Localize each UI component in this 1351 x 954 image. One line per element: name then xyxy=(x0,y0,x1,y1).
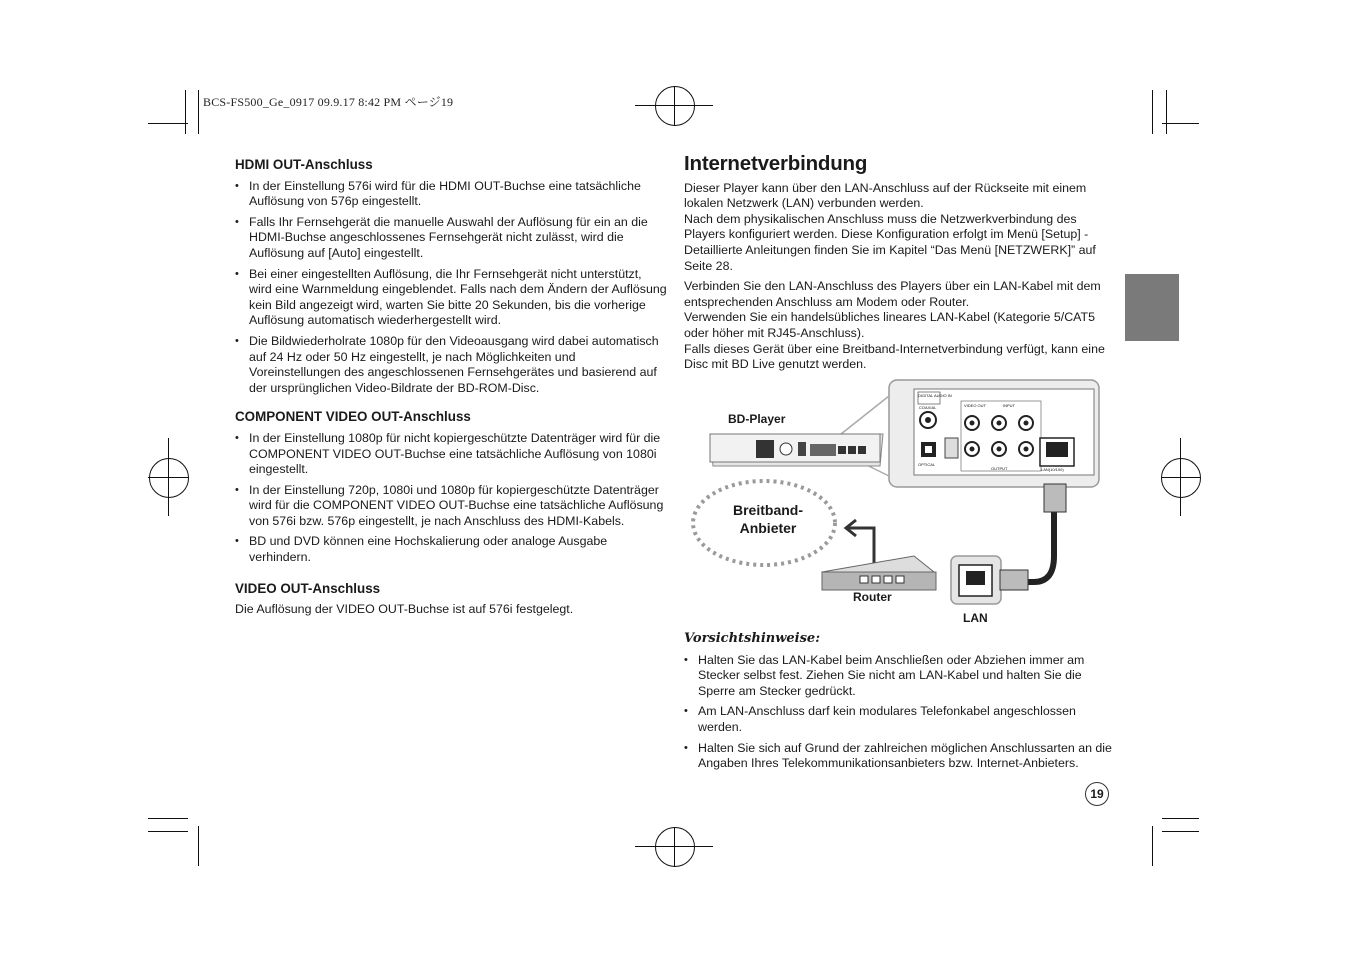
bd-player-illustration xyxy=(710,434,883,466)
provider-label-line: Anbieter xyxy=(739,520,797,536)
paragraph: Die Auflösung der VIDEO OUT-Buchse ist auf 576i festgelegt. xyxy=(235,602,574,617)
bullet-list xyxy=(235,179,667,397)
paragraph: Verwenden Sie ein handelsübliches lineares LAN-Kabel (Kategorie 5/CAT5 oder höher mit RJ45-Anschluss). xyxy=(684,310,1095,340)
bd-player-label: BD-Player xyxy=(728,412,786,426)
section-tab xyxy=(1125,274,1179,341)
panel-label: COAXIAL xyxy=(919,405,937,410)
section-heading: COMPONENT VIDEO OUT-Anschluss xyxy=(235,409,471,425)
paragraph: Falls dieses Gerät über eine Breitband-Internetverbindung verfügt, kann eine Disc mit BD Live genutzt werden. xyxy=(684,341,1105,372)
caution-title: Vorsichtshinweise: xyxy=(684,631,820,646)
list-item: • In der Einstellung 720p, 1080i und 1080p für kopiergeschützte Datenträger wird für die COMPONENT VIDEO OUT-Buchse eine tatsächliche Auflösung von 576i bzw. 576p eingestellt, je nach Anschluss des HDMI-Kabels. xyxy=(235,483,667,530)
panel-label: LAN(10/100) xyxy=(1041,467,1064,472)
panel-label: INPUT xyxy=(1003,403,1015,408)
list-item: • Bei einer eingestellten Auflösung, die Ihr Fernsehgerät nicht unterstützt, wird eine Warnmeldung eingeblendet. Falls nach dem Ändern der Auflösung kein Bild angezeigt wird, warten Sie bitte 20 Sekunden, bis die vorherige Auflösung automatisch wiederhergestellt wird. xyxy=(235,267,667,329)
print-info: BCS-FS500_Ge_0917 09.9.17 8:42 PM ページ19 xyxy=(203,95,454,109)
list-item: • In der Einstellung 1080p für nicht kopiergeschützte Datenträger wird für die COMPONENT VIDEO OUT-Buchse eine tatsächliche Auflösung von 1080i eingestellt. xyxy=(235,431,667,478)
panel-label: VIDEO OUT xyxy=(964,403,987,408)
left-column xyxy=(235,157,667,618)
bullet-list xyxy=(684,653,1118,772)
section-heading: HDMI OUT-Anschluss xyxy=(235,157,373,172)
paragraph: Nach dem physikalischen Anschluss muss die Netzwerkverbindung des Players konfiguriert werden. Diese Konfiguration erfolgt im Menü [Setup] - Detaillierte Anleitungen finden Sie im Kapitel “Das Menü [NETZWERK]” auf Seite 28. xyxy=(684,211,1096,273)
right-column xyxy=(684,152,1116,373)
section-heading: VIDEO OUT-Anschluss xyxy=(235,580,381,596)
list-item: • In der Einstellung 576i wird für die HDMI OUT-Buchse eine tatsächliche Auflösung von 576p eingestellt. xyxy=(235,179,667,210)
page-number: 19 xyxy=(1085,782,1109,806)
provider-label-line: Breitband- xyxy=(733,502,803,518)
list-item: • Halten Sie das LAN-Kabel beim Anschließen oder Abziehen immer am Stecker selbst fest. Ziehen Sie nicht am LAN-Kabel und halten Sie die Sperre am Stecker gedrückt. xyxy=(684,653,1118,700)
router-label: Router xyxy=(853,590,892,604)
list-item: • Halten Sie sich auf Grund der zahlreichen möglichen Anschlussarten an die Angaben Ihres Telekommunikationsanbieters bzw. Internet-Anbieters. xyxy=(684,741,1118,772)
paragraph: Dieser Player kann über den LAN-Anschluss auf der Rückseite mit einem lokalen Netzwerk (LAN) verbunden werden. xyxy=(684,180,1087,211)
panel-label: OUTPUT xyxy=(991,466,1008,471)
panel-label: OPTICAL xyxy=(918,462,936,467)
list-item: • Die Bildwiederholrate 1080p für den Videoausgang wird dabei automatisch auf 24 Hz oder 50 Hz eingestellt, je nach Möglichkeiten und Voreinstellungen des angeschlossenen Fernsehgerätes und basierend auf der ursprünglichen Video-Bildrate der BD-ROM-Disc. xyxy=(235,334,667,396)
list-item: • BD und DVD können eine Hochskalierung oder analoge Ausgabe verhindern. xyxy=(235,534,667,565)
bullet-list xyxy=(235,431,667,566)
caution-section xyxy=(684,631,1118,777)
list-item: • Am LAN-Anschluss darf kein modulares Telefonkabel angeschlossen werden. xyxy=(684,704,1118,735)
page-title: Internetverbindung xyxy=(684,152,868,175)
paragraph: Verbinden Sie den LAN-Anschluss des Players über ein LAN-Kabel mit dem entsprechenden Anschluss am Modem oder Router. xyxy=(684,279,1101,309)
router-illustration xyxy=(822,556,936,590)
provider-label xyxy=(716,501,820,537)
list-item: • Falls Ihr Fernsehgerät die manuelle Auswahl der Auflösung für ein an die HDMI-Buchse angeschlossenes Fernsehgerät nicht zulässt, wird die Auflösung auf [Auto] eingestellt. xyxy=(235,215,667,262)
panel-label: DIGITAL AUDIO IN xyxy=(918,393,952,398)
lan-label: LAN xyxy=(963,611,988,625)
